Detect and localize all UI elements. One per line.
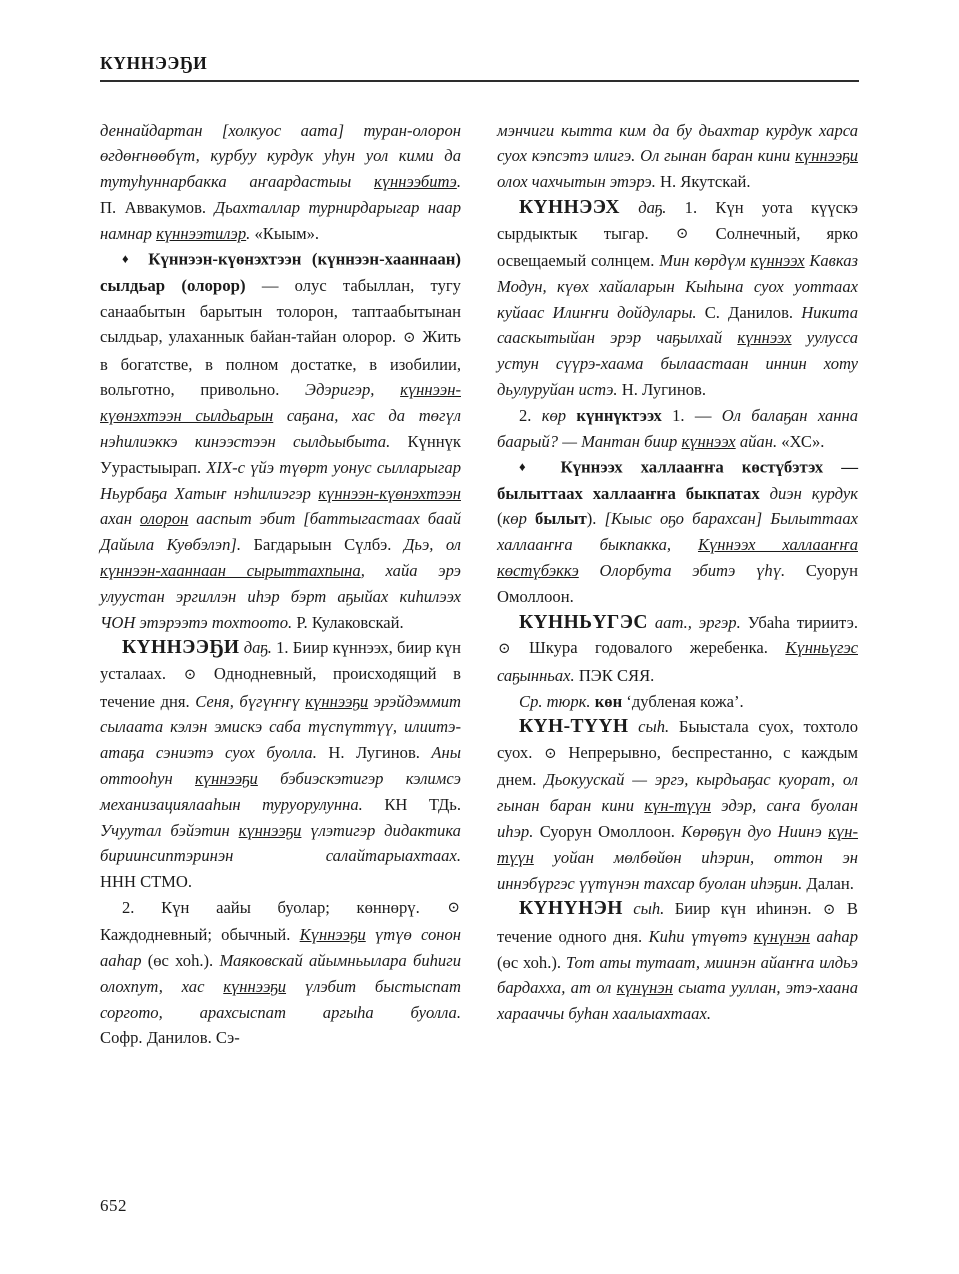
entry-grammar-label: даҕ.	[243, 638, 272, 658]
dictionary-entry-kun-tuun: КҮН-ТҮҮН сыһ. Быыстала суох, тохтоло суох. ⊙ Непрерывно, беспрестанно, с каждым днем. Дьокуускай — эргэ, кырдьаҕас куорат, ол гынан баран кини күн-түүн эдэр, саҥа буолан иһэр. Суорун Омоллоон. Көрөҕүн дуо Ниинэ күн-түүн уойан мөлбөйөн иһэрин, оттон эн иннэбүргэс үүтүнэн тахсар буолан иһэҕин. Далан.	[497, 716, 858, 893]
diamond-icon: ♦	[519, 459, 540, 475]
two-column-body	[100, 118, 859, 1052]
sun-symbol-icon: ⊙	[183, 666, 197, 683]
cross-reference-link[interactable]: былыт	[535, 509, 587, 529]
etymology-note: Ср. тюрк. көн ‘дубленая кожа’.	[519, 691, 744, 711]
diamond-icon: ♦	[122, 251, 135, 267]
entry-grammar-label: аат., эргэр.	[654, 612, 741, 632]
entry-headword: КҮННЬҮГЭС	[519, 611, 648, 633]
paragraph-continuation: деннайдартан [холкуос аата] туран-олорон өгдөҥнөөбүт, курбуу курдук уһун уол кими да тутуһуннарбакка аҥаардастыы күннээбитэ. П. Аввакумов. Дьахталлар турнирдарыгар наар намнар күннээтилэр. «Кыым».	[100, 120, 461, 243]
header-rule	[100, 80, 859, 82]
entry-headword: КҮННЭЭХ	[519, 196, 620, 218]
entry-grammar-label: сыһ.	[638, 717, 670, 737]
right-column	[497, 118, 858, 1027]
left-column	[100, 118, 461, 1052]
entry-grammar-label: сыһ.	[633, 899, 665, 919]
sun-symbol-icon: ⊙	[402, 329, 416, 346]
dictionary-entry-kunnyuges: КҮННЬҮГЭС аат., эргэр. Убаһа тириитэ. ⊙ Шкура годовалого жеребенка. Күнньүгэс саҕынньах. ПЭК СЯЯ.	[497, 611, 858, 685]
sun-symbol-icon: ⊙	[498, 640, 511, 657]
entry-grammar-label: даҕ.	[638, 197, 667, 217]
entry-headword: КҮННЭЭҔИ	[122, 637, 240, 659]
phrase-headword: Күннээн-күөнэхтээн (күннээн-хааннаан) сылдьар (олорор)	[100, 249, 461, 295]
phrase-headword: Күннээх халлааҥҥа көстүбэтэх — былыттаах халлааҥҥа быкпатах	[497, 457, 858, 503]
cross-reference-link[interactable]: күннүктээх	[576, 405, 662, 425]
dictionary-entry-kunneex: КҮННЭЭХ даҕ. 1. Күн уота күүскэ сырдыктык тыгар. ⊙ Солнечный, ярко освещаемый солнцем. Мин көрдүм күннээх Кавказ Модун, күөх хайаларын Кыһына суох уоттаах куйаас Илиҥҥи дойдулары. С. Данилов. Никита сааскытыйан эрэр чаҕылхай күннээх уулусса устун сүүрэ-хаама былаастаан иннин хоту дьулуруйан истэ. Н. Лугинов.	[497, 196, 859, 399]
running-head: КҮННЭЭҔИ	[100, 53, 208, 73]
phrase-entry: ♦ Күннээх халлааҥҥа көстүбэтэх — былыттаах халлааҥҥа быкпатах диэн курдук (көр былыт). [Кыыс оҕо барахсан] Былыттаах халлааҥҥа быкпакка, Күннээх халлааҥҥа көстүбэккэ Олорбута эбитэ үһү. Суорун Омоллоон.	[497, 457, 859, 606]
dictionary-sense-2: 2. көр күннүктээх 1. — Ол балаҕан ханна баарый? — Мантан биир күннээх айан. «ХС».	[497, 405, 859, 451]
paragraph-continuation: мэнчиги кытта ким да бу дьахтар курдук харса суох кэпсэтэ илигэ. Ол гынан баран кини күннээҕи олох чахчытын этэрэ. Н. Якутскай.	[497, 120, 858, 192]
entry-headword: КҮНҮНЭН	[519, 898, 623, 920]
sun-symbol-icon: ⊙	[675, 226, 689, 243]
dictionary-sense-2: 2. Күн аайы буолар; көннөрү. ⊙ Каждодневный; обычный. Күннээҕи үтүө сонон ааһар (өс хоһ.). Маяковскай айымньылара биһиги олохпут, хас күннээҕи үлэбит быстыспат соргото, арахсыспат аргыһа буолла. Софр. Данилов. Сэ-	[100, 897, 462, 1048]
dictionary-entry-kununen: КҮНҮНЭН сыһ. Биир күн иһинэн. ⊙ В течение одного дня. Киһи үтүөтэ күнүнэн ааһар (өс хоһ.). Тот аты тутаат, миинэн айаҥҥа илдьэ бардахха, ат ол күнүнэн сыата ууллан, этэ-хаана харааччы буһан хаалыахтаах.	[497, 898, 858, 1024]
sun-symbol-icon: ⊙	[544, 745, 557, 762]
sun-symbol-icon: ⊙	[822, 901, 836, 918]
page-number: 652	[100, 1196, 127, 1215]
entry-headword: КҮН-ТҮҮН	[519, 716, 629, 738]
dictionary-entry-kunneeghi: КҮННЭЭҔИ даҕ. 1. Биир күннээх, биир күн усталаах. ⊙ Однодневный, происходящий в течение дня. Сеня, бүгүҥҥү күннээҕи эрэйдэммит сылаата кэлэн эмискэ саба түспүттүү, илиитэ-атаҕа сэниэтэ суох буолла. Н. Лугинов. Аны оттооһун күннээҕи бэбиэскэтигэр кэлимсэ механизациялааһын туруорулунна. КН ТДь. Учуутал бэйэтин күннээҕи үлэтигэр дидактика бириинсиптэринэн салайтарыахтаах. ННН СТМО.	[100, 637, 461, 892]
phrase-entry: ♦ Күннээн-күөнэхтээн (күннээн-хааннаан) сылдьар (олорор) — олус табыллан, тугу санаабытын барытын толорон, таптаабытынан сылдьар, улаханнык байан-тайан олорор. ⊙ Жить в богатстве, в полном достатке, в изобилии, вольготно, привольно. Эдэригэр, күннээн-күөнэхтээн сылдьарын саҕана, хас да төгүл нэһилиэккэ кинээстээн сылдьыбыта. Күннүк Уурастыырап. XIX-с үйэ түөрт уонус сылларыгар Ньурбаҕа Хатыҥ нэһилиэгэр күннээн-күөнэхтээн ахан олорон ааспыт эбит [баттыгастаах баай Дайыла Куөбэлэп]. Багдарыын Сүлбэ. Дьэ, ол күннээн-хааннаан сырыттахпына, хайа эрэ улуустан эргиллэн иһэр бэрт аҕыйах киһилээх ЧОН этэрээтэ тохтоото. Р. Кулаковскай.	[100, 249, 462, 632]
sun-symbol-icon: ⊙	[447, 900, 460, 917]
